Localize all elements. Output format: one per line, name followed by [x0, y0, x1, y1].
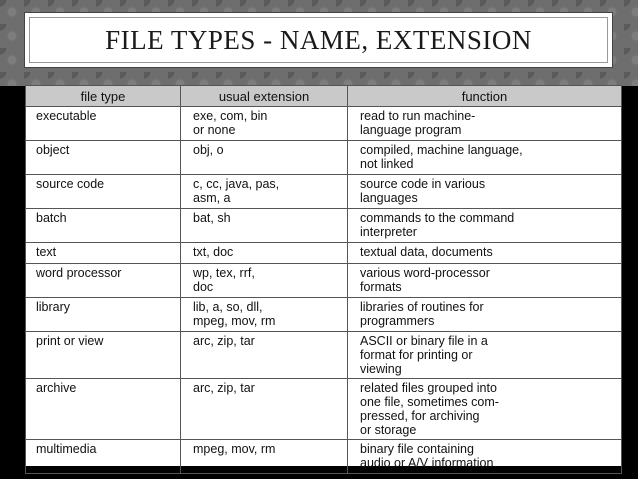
extension-line: lib, a, so, dll,: [193, 300, 263, 314]
table-row: [26, 107, 622, 141]
table-row: [26, 298, 622, 332]
table-row: [26, 332, 622, 379]
table-row: [26, 243, 622, 264]
cell-usual-extension: [181, 298, 348, 332]
cell-usual-extension: [181, 209, 348, 243]
extension-line: or none: [193, 123, 236, 137]
cell-function: [348, 209, 622, 243]
file-type-label: source code: [36, 177, 105, 191]
cell-usual-extension: [181, 175, 348, 209]
extension-line: c, cc, java, pas,: [193, 177, 280, 191]
function-line: binary file containing: [360, 442, 474, 456]
cell-function: [348, 298, 622, 332]
file-type-label: print or view: [36, 334, 104, 348]
function-line: languages: [360, 191, 418, 205]
function-line: formats: [360, 280, 402, 294]
extension-line: wp, tex, rrf,: [193, 266, 255, 280]
function-line: audio or A/V information: [360, 456, 494, 470]
cell-usual-extension: [181, 264, 348, 298]
cell-usual-extension: [181, 379, 348, 440]
function-line: not linked: [360, 157, 414, 171]
table-row: [26, 440, 622, 474]
function-line: various word-processor: [360, 266, 490, 280]
function-line: compiled, machine language,: [360, 143, 523, 157]
header-usual-extension: usual extension: [181, 86, 348, 107]
extension-line: txt, doc: [193, 245, 234, 259]
function-line: programmers: [360, 314, 435, 328]
extension-line: doc: [193, 280, 214, 294]
function-line: interpreter: [360, 225, 417, 239]
cell-file-type: [26, 264, 181, 298]
function-line: one file, sometimes com-: [360, 395, 499, 409]
cell-file-type: [26, 243, 181, 264]
function-line: textual data, documents: [360, 245, 493, 259]
cell-file-type: [26, 141, 181, 175]
function-line: format for printing or: [360, 348, 473, 362]
function-line: libraries of routines for: [360, 300, 484, 314]
cell-file-type: [26, 175, 181, 209]
file-type-label: batch: [36, 211, 67, 225]
file-types-table: [25, 85, 622, 474]
function-line: commands to the command: [360, 211, 515, 225]
function-line: pressed, for archiving: [360, 409, 480, 423]
cell-function: [348, 107, 622, 141]
function-line: ASCII or binary file in a: [360, 334, 488, 348]
cell-function: [348, 264, 622, 298]
cell-file-type: [26, 440, 181, 474]
cell-file-type: [26, 298, 181, 332]
extension-line: arc, zip, tar: [193, 381, 255, 395]
function-line: or storage: [360, 423, 417, 437]
cell-function: [348, 332, 622, 379]
extension-line: mpeg, mov, rm: [193, 442, 276, 456]
cell-usual-extension: [181, 107, 348, 141]
cell-usual-extension: [181, 440, 348, 474]
extension-line: obj, o: [193, 143, 224, 157]
extension-line: arc, zip, tar: [193, 334, 255, 348]
file-type-label: text: [36, 245, 57, 259]
table-row: [26, 379, 622, 440]
cell-usual-extension: [181, 141, 348, 175]
cell-file-type: [26, 107, 181, 141]
cell-function: [348, 379, 622, 440]
cell-usual-extension: [181, 243, 348, 264]
table-row: [26, 264, 622, 298]
file-type-label: executable: [36, 109, 97, 123]
cell-usual-extension: [181, 332, 348, 379]
function-line: read to run machine-: [360, 109, 476, 123]
cell-function: [348, 141, 622, 175]
cell-file-type: [26, 379, 181, 440]
function-line: related files grouped into: [360, 381, 497, 395]
extension-line: exe, com, bin: [193, 109, 268, 123]
file-type-label: archive: [36, 381, 77, 395]
file-type-label: multimedia: [36, 442, 97, 456]
extension-line: mpeg, mov, rm: [193, 314, 276, 328]
cell-file-type: [26, 209, 181, 243]
function-line: source code in various: [360, 177, 486, 191]
cell-function: [348, 440, 622, 474]
cell-file-type: [26, 332, 181, 379]
page-title: FILE TYPES - NAME, EXTENSION: [105, 24, 532, 55]
cell-function: [348, 175, 622, 209]
extension-line: bat, sh: [193, 211, 231, 225]
table-row: [26, 175, 622, 209]
table-row: [26, 141, 622, 175]
function-line: language program: [360, 123, 462, 137]
file-type-label: library: [36, 300, 71, 314]
header-file-type: file type: [26, 86, 181, 107]
cell-function: [348, 243, 622, 264]
table-row: [26, 209, 622, 243]
table-body: [26, 107, 622, 474]
file-type-label: word processor: [36, 266, 122, 280]
title-box: [24, 12, 613, 68]
file-types-table-container: [25, 85, 621, 470]
table-header-row: [26, 86, 622, 107]
header-function: function: [348, 86, 622, 107]
function-line: viewing: [360, 362, 402, 376]
extension-line: asm, a: [193, 191, 231, 205]
file-type-label: object: [36, 143, 70, 157]
